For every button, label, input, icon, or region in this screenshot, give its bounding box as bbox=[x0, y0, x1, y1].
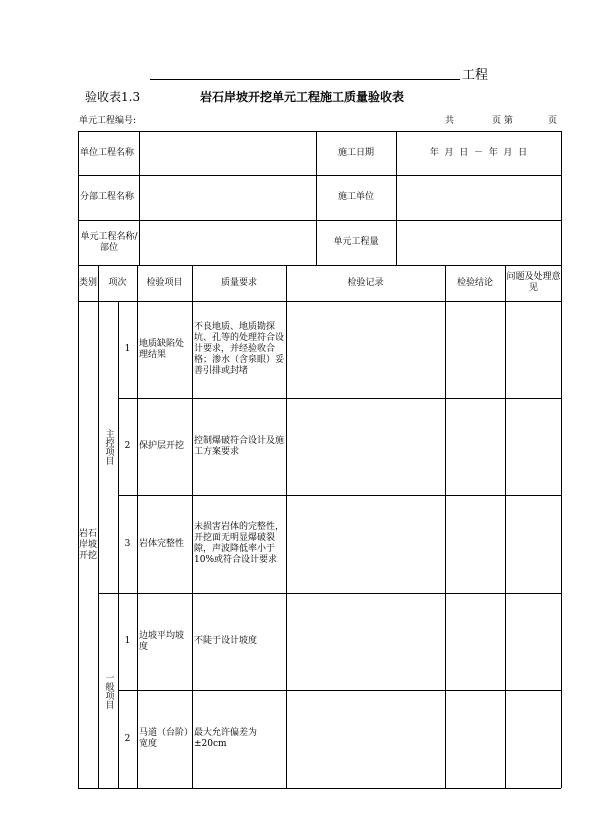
row-quality-req: 未损害岩体的完整性，开挖面无明显爆破裂隙，声波降低率小于10%或符合设计要求 bbox=[194, 522, 285, 565]
row-quality-req: 最大允许偏差为±20cm bbox=[194, 728, 258, 749]
header-category: 类别 bbox=[78, 277, 97, 288]
division-project-name-label: 分部工程名称 bbox=[80, 192, 135, 202]
row-number: 2 bbox=[124, 733, 131, 744]
group-main-label: 主控项目 bbox=[103, 429, 114, 465]
row-check-item: 边坡平均坡度 bbox=[139, 630, 185, 652]
row-quality-req: 不陡于设计坡度 bbox=[194, 636, 258, 646]
project-name-underline bbox=[150, 79, 460, 80]
construction-date-label: 施工日期 bbox=[337, 147, 374, 158]
project-suffix: 工程 bbox=[462, 68, 489, 83]
page-title: 岩石岸坡开挖单元工程施工质量验收表 bbox=[200, 90, 405, 104]
header-issues: 问题及处理意见 bbox=[506, 272, 561, 293]
row-number: 1 bbox=[124, 344, 131, 354]
row-number: 3 bbox=[124, 538, 131, 549]
row-quality-req: 控制爆破符合设计及施工方案要求 bbox=[194, 435, 285, 457]
page-total-label: 共 bbox=[445, 116, 455, 126]
row-number: 2 bbox=[124, 441, 131, 451]
construction-unit-label: 施工单位 bbox=[337, 192, 374, 202]
element-quantity-label: 单元工程量 bbox=[333, 237, 379, 247]
unit-number-label: 单元工程编号: bbox=[79, 116, 137, 126]
unit-project-name-label: 单位工程名称 bbox=[80, 147, 135, 158]
row-quality-req: 不良地质、地质勘探坑、孔等的处理符合设计要求，并经验收合格；渗水（含泉眼）妥善引排或封堵 bbox=[194, 322, 285, 376]
row-number: 1 bbox=[124, 636, 131, 646]
header-quality-req: 质量要求 bbox=[220, 277, 257, 288]
form-number: 验收表1.3 bbox=[85, 90, 141, 104]
category-label: 岩石岸坡开挖 bbox=[78, 528, 97, 561]
group-general-label: 一般项目 bbox=[103, 672, 114, 709]
header-check-result: 检验结论 bbox=[456, 277, 493, 288]
header-item: 项次 bbox=[108, 277, 127, 288]
row-check-item: 地质缺陷处理结果 bbox=[139, 338, 185, 360]
page-current-label: 页 第 bbox=[492, 116, 513, 126]
header-check-record: 检验记录 bbox=[347, 277, 384, 288]
page-end-label: 页 bbox=[548, 116, 558, 126]
row-check-item: 岩体完整性 bbox=[139, 538, 185, 549]
construction-date-pattern: 年 月 日 － 年 月 日 bbox=[429, 147, 528, 158]
row-check-item: 保护层开挖 bbox=[139, 441, 185, 451]
header-check-item: 检验项目 bbox=[146, 277, 183, 288]
element-project-name-label: 单元工程名称/部位 bbox=[80, 231, 138, 253]
row-check-item: 马道（台阶）宽度 bbox=[139, 728, 189, 749]
